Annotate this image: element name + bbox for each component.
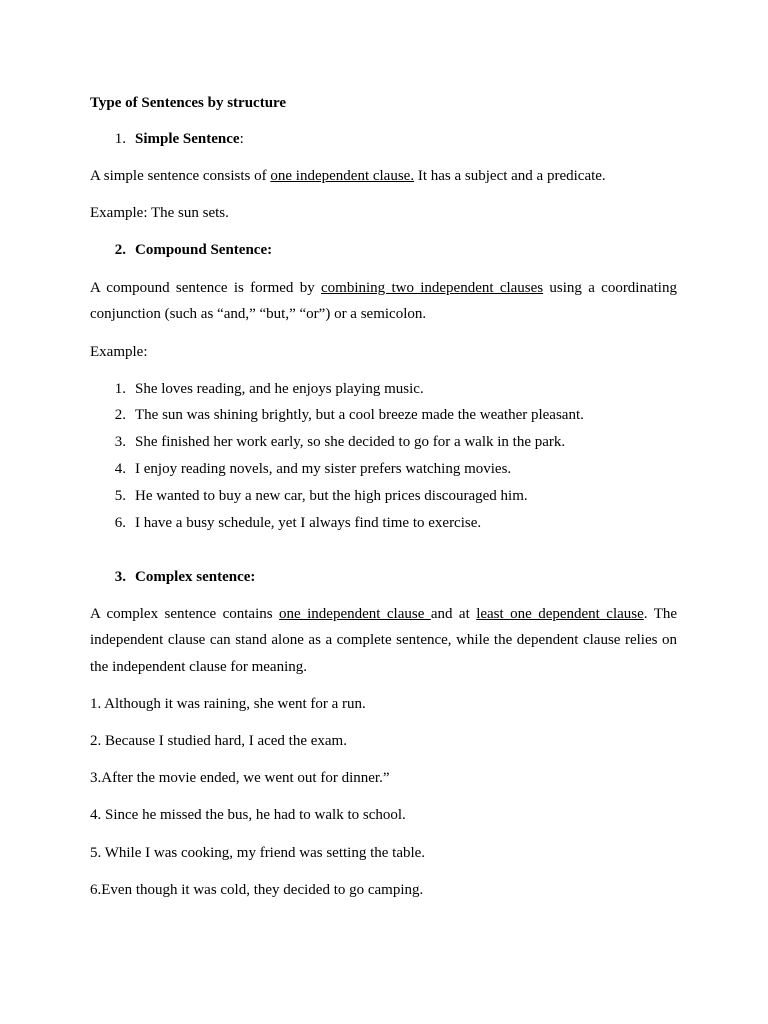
simple-section-title-wrap — [135, 130, 244, 148]
list-item-number: 2. — [114, 407, 126, 423]
simple-definition-text-1: A simple sentence consists of — [90, 168, 271, 184]
document-heading: Type of Sentences by structure — [90, 95, 287, 111]
complex-definition-text-3: . The — [643, 606, 678, 622]
complex-definition-text-2: and at — [430, 606, 477, 622]
compound-section-title: Compound Sentence: — [135, 242, 273, 258]
complex-definition-underlined-2: least one dependent clause — [476, 606, 644, 622]
simple-example: Example: The sun sets. — [90, 205, 229, 221]
list-item-number: 6. — [114, 515, 126, 531]
compound-definition-text-1: A compound sentence is formed by — [90, 280, 321, 296]
simple-definition-underlined: one independent clause. — [270, 168, 415, 184]
list-item-text: She finished her work early, so she decided to go for a walk in the park. — [135, 434, 566, 450]
list-item: 4. Since he missed the bus, he had to walk to school. — [90, 807, 406, 823]
list-item: 3.After the movie ended, we went out for dinner.” — [90, 770, 390, 786]
list-item: 1. Although it was raining, she went for a run. — [90, 696, 366, 712]
list-item-text: She loves reading, and he enjoys playing music. — [135, 381, 424, 397]
simple-definition — [90, 167, 606, 185]
list-item-text: The sun was shining brightly, but a cool breeze made the weather pleasant. — [135, 407, 584, 423]
simple-section-title: Simple Sentence — [135, 131, 240, 147]
complex-definition-line-3: the independent clause for meaning. — [90, 659, 308, 675]
complex-definition-underlined-1: one independent clause — [279, 606, 431, 622]
list-item: 2. Because I studied hard, I aced the exam. — [90, 733, 347, 749]
compound-definition-line-1 — [90, 279, 677, 297]
list-item-number: 5. — [114, 488, 126, 504]
compound-example-label: Example: — [90, 344, 148, 360]
simple-definition-text-2: It has a subject and a predicate. — [414, 168, 606, 184]
list-item: 6.Even though it was cold, they decided to go camping. — [90, 882, 424, 898]
list-item: 5. While I was cooking, my friend was setting the table. — [90, 845, 426, 861]
list-item-text: I have a busy schedule, yet I always find time to exercise. — [135, 515, 482, 531]
complex-definition-line-1 — [90, 605, 677, 623]
list-item-number: 4. — [114, 461, 126, 477]
complex-definition-text-1: A complex sentence contains — [90, 606, 280, 622]
list-item-text: He wanted to buy a new car, but the high prices discouraged him. — [135, 488, 528, 504]
complex-definition-line-2: independent clause can stand alone as a complete sentence, while the dependent clause relies on — [90, 632, 677, 648]
complex-section-number: 3. — [114, 569, 126, 585]
compound-definition-underlined: combining two independent clauses — [321, 280, 544, 296]
list-item-number: 3. — [114, 434, 126, 450]
simple-section-title-suffix: : — [239, 131, 244, 147]
list-item-text: I enjoy reading novels, and my sister prefers watching movies. — [135, 461, 512, 477]
compound-definition-line-2: conjunction (such as “and,” “but,” “or”) or a semicolon. — [90, 306, 427, 322]
complex-section-title: Complex sentence: — [135, 569, 256, 585]
list-item-number: 1. — [114, 381, 126, 397]
compound-definition-text-2: using a coordinating — [543, 280, 677, 296]
simple-section-number: 1. — [114, 131, 126, 147]
compound-section-number: 2. — [114, 242, 126, 258]
